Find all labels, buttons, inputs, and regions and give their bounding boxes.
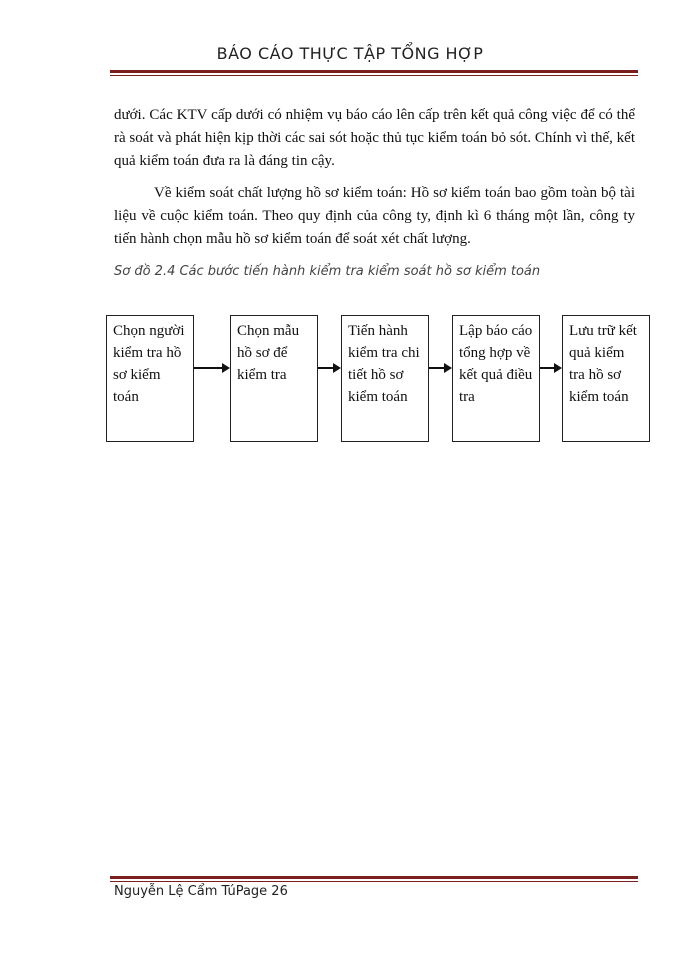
arrow-icon	[318, 362, 341, 374]
step-box-4: Lập báo cáo tổng hợp về kết quả điều tra	[452, 315, 540, 442]
footer-rule-thin	[110, 881, 638, 882]
header-title: BÁO CÁO THỰC TẬP TỔNG HỢP	[216, 44, 484, 63]
step-box-1: Chọn người kiểm tra hồ sơ kiểm toán	[106, 315, 194, 442]
diagram-caption: Sơ đồ 2.4 Các bước tiến hành kiểm tra kiểm soát hồ sơ kiểm toán	[114, 264, 541, 279]
header-rule-thin	[110, 75, 638, 76]
header-rule-thick	[110, 70, 638, 73]
step-box-2: Chọn mẫu hồ sơ để kiểm tra	[230, 315, 318, 442]
step-box-5: Lưu trữ kết quả kiểm tra hồ sơ kiểm toán	[562, 315, 650, 442]
footer-rule-thick	[110, 876, 638, 879]
step-box-3: Tiến hành kiểm tra chi tiết hồ sơ kiểm toán	[341, 315, 429, 442]
footer-text: Nguyễn Lệ Cẩm TúPage 26	[114, 884, 288, 899]
arrow-icon	[429, 362, 452, 374]
paragraph-2: Về kiểm soát chất lượng hồ sơ kiểm toán: Hồ sơ kiểm toán bao gồm toàn bộ tài liệu về cuộc kiểm toán. Theo quy định của công ty, định kì 6 tháng một lần, công ty tiến hành chọn mẫu hồ sơ kiểm toán để soát xét chất lượng.	[114, 185, 635, 247]
arrow-icon	[540, 362, 562, 374]
arrow-icon	[194, 362, 230, 374]
paragraph-1: dưới. Các KTV cấp dưới có nhiệm vụ báo cáo lên cấp trên kết quả công việc để có thể rà soát và phát hiện kịp thời các sai sót hoặc thủ tục kiểm toán bỏ sót. Chính vì thế, kết quả kiểm toán đưa ra là đáng tin cậy.	[114, 107, 635, 169]
